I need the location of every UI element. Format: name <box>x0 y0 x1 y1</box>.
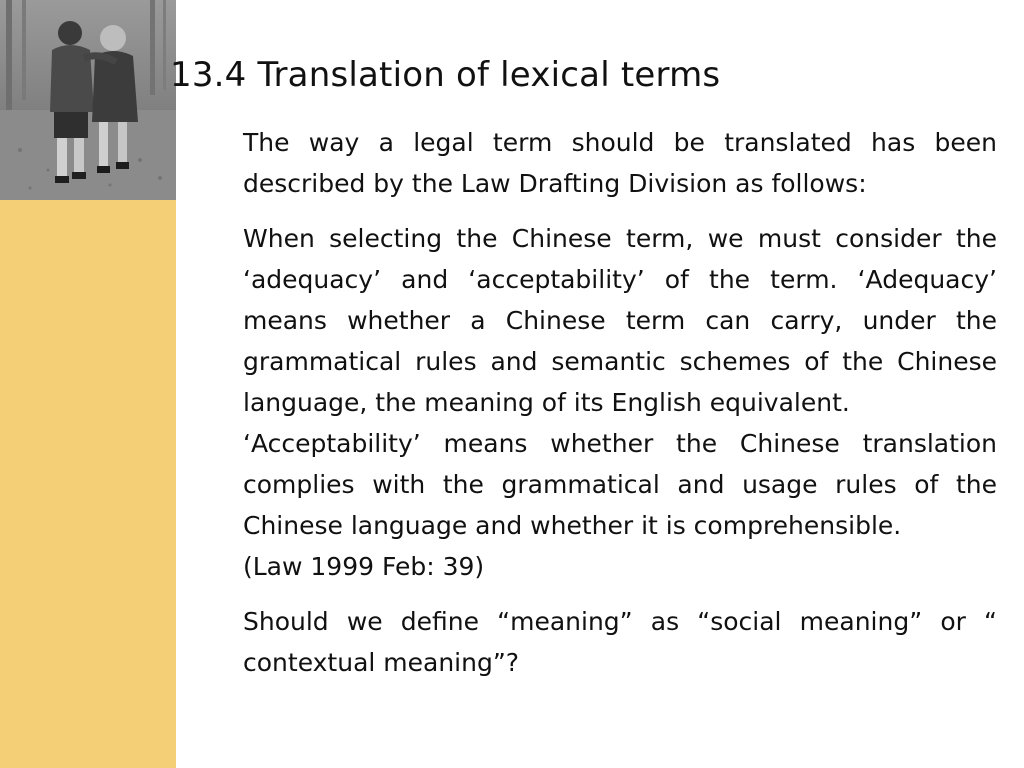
quote-paragraph-acceptability: ‘Acceptability’ means whether the Chinese translation complies with the grammatical and usage rules of the Chinese language and whether it is comprehensible. <box>243 429 997 540</box>
quote-paragraph-adequacy: When selecting the Chinese term, we must consider the ‘adequacy’ and ‘acceptability’ of the term. ‘Adequacy’ means whether a Chinese term can carry, under the grammatical rules and semantic schemes of the Chinese language, the meaning of its English equivalent. <box>243 224 997 417</box>
question-paragraph: Should we define “meaning” as “social meaning” or “ contextual meaning”? <box>243 607 997 677</box>
slide-body <box>243 122 997 683</box>
citation: (Law 1999 Feb: 39) <box>243 552 485 581</box>
slide-title: 13.4 Translation of lexical terms <box>170 55 721 95</box>
photo-illustration <box>0 0 176 200</box>
intro-paragraph: The way a legal term should be translated has been described by the Law Drafting Division as follows: <box>243 128 997 198</box>
children-walking-photo <box>0 0 176 200</box>
decorative-side-strip <box>0 200 176 768</box>
